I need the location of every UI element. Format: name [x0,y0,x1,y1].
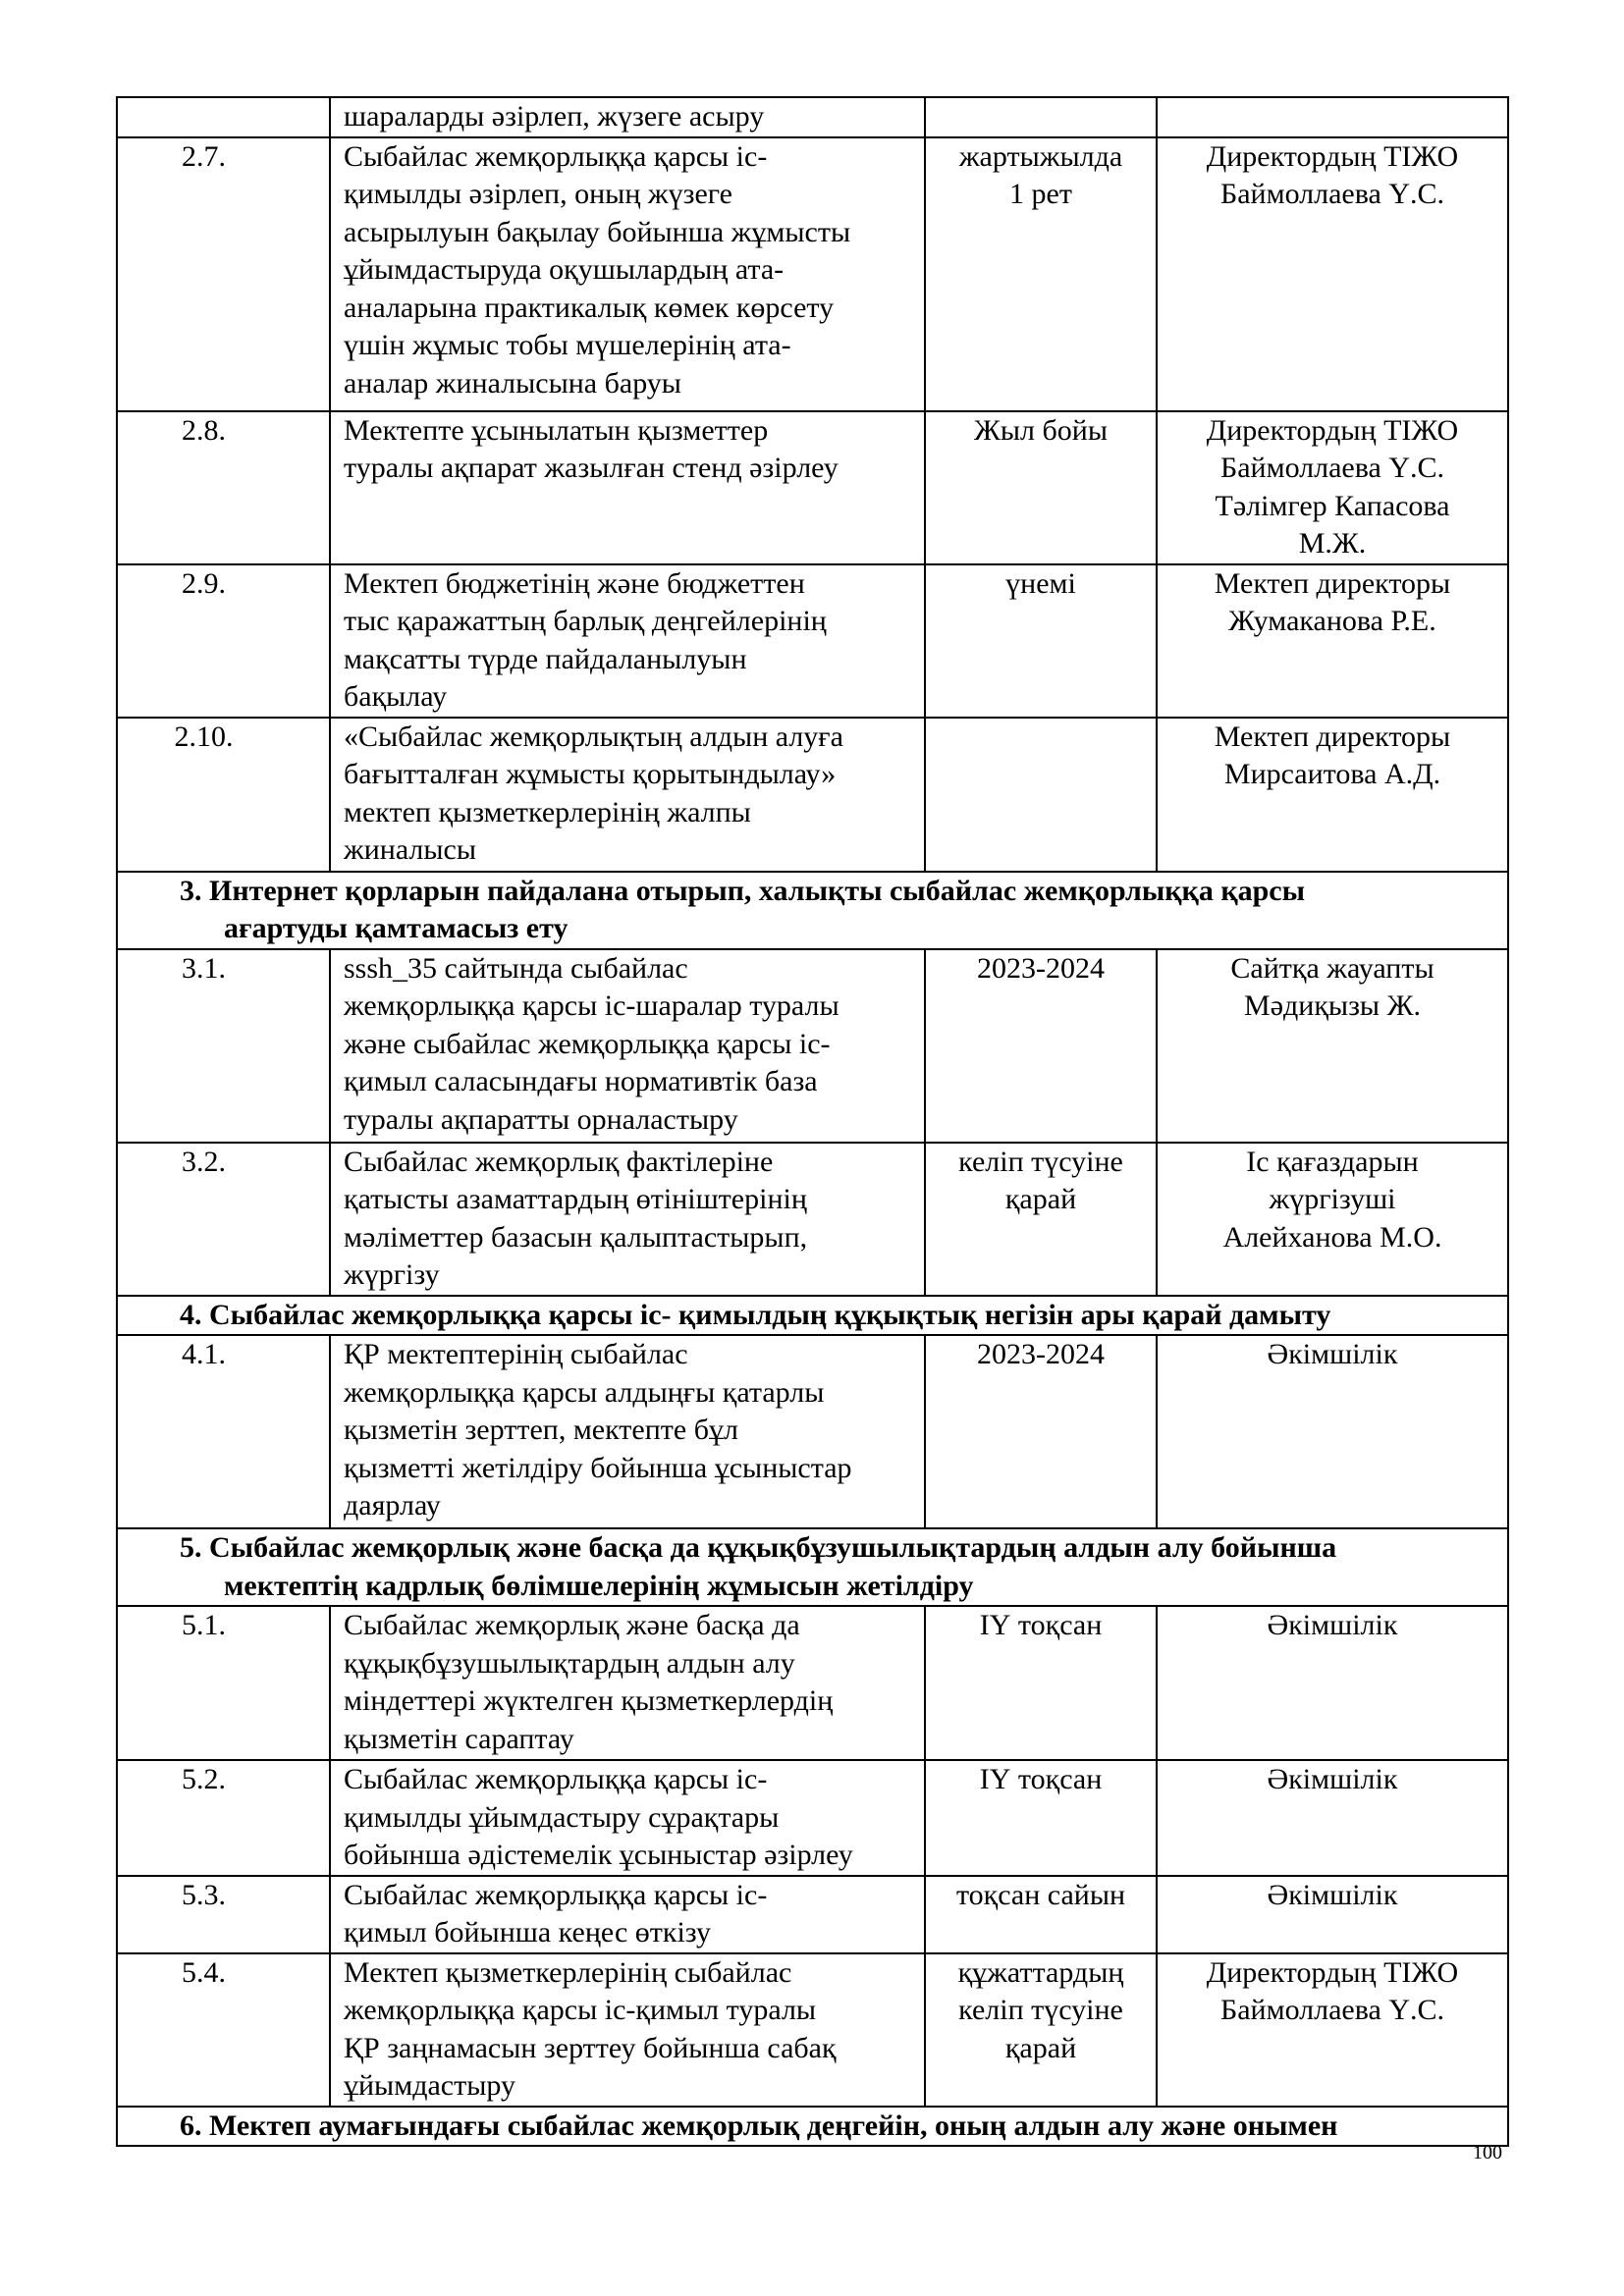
term-line: құжаттардың [957,1955,1124,1989]
item-responsible [1157,1606,1508,1760]
responsible-line: Әкімшілік [1267,1338,1398,1370]
section-row [117,872,1508,949]
section-heading-line: 3. Интернет қорларын пайдалана отырып, халықты сыбайлас жемқорлыққа қарсы [180,874,1306,907]
text-line: шараларды әзірлеп, жүзеге асыру [344,100,765,133]
responsible-line: Жумаканова Р.Е. [1228,605,1436,637]
text-line: қимыл саласындағы нормативтік база [344,1065,818,1097]
responsible-line: Әкімшілік [1267,1763,1398,1795]
item-term [925,97,1157,137]
item-responsible [1157,1335,1508,1528]
section-heading-line: ағартуды қамтамасыз ету [224,912,568,944]
text-line: және сыбайлас жемқорлыққа қарсы іс- [344,1027,831,1060]
item-number: 5.4. [117,1953,330,2107]
item-term [925,1953,1157,2107]
term-line: үнемі [1005,566,1076,600]
responsible-line: Директордың ТІЖО [1206,139,1459,173]
term-line: келіп түсуіне [958,1145,1123,1178]
responsible-line: Мектеп директоры [1214,720,1451,753]
item-responsible [1157,137,1508,411]
text-line: міндеттері жүктелген қызметкерлердің [344,1684,834,1717]
item-responsible [1157,1953,1508,2107]
text-line: ұйымдастыру [344,2069,515,2102]
table-row [117,1876,1508,1953]
term-line: ІҮ тоқсан [979,1609,1103,1641]
item-responsible [1157,97,1508,137]
text-line: жемқорлыққа қарсы іс-қимыл туралы [344,1994,817,2026]
text-line: Сыбайлас жемқорлық фактілеріне [344,1145,774,1178]
text-line: Сыбайлас жемқорлыққа қарсы іс- [344,1763,768,1795]
text-line: үшін жұмыс тобы мүшелерінің ата- [344,329,791,361]
term-line: ІҮ тоқсан [979,1763,1103,1795]
item-responsible [1157,411,1508,564]
responsible-line: Әкімшілік [1267,1878,1398,1911]
text-line: ҚР мектептерінің сыбайлас [344,1338,688,1370]
responsible-line: Директордың ТІЖО [1206,413,1459,447]
responsible-line: Баймоллаева Ү.С. [1219,452,1445,484]
item-term [925,949,1157,1143]
text-line: Сыбайлас жемқорлық және басқа да [344,1609,800,1641]
text-line: жүргізу [344,1258,440,1291]
responsible-line: Әкімшілік [1267,1609,1398,1641]
section-heading [117,1528,1508,1606]
responsible-line: Сайтқа жауапты [1230,951,1435,985]
item-responsible [1157,1143,1508,1296]
term-line: жартыжылда [958,139,1123,173]
text-line: бағытталған жұмысты қорытындылау» [344,758,837,790]
item-number: 5.3. [117,1876,330,1953]
item-responsible [1157,718,1508,872]
item-number: 2.8. [117,411,330,564]
text-line: ҚР заңнамасын зерттеу бойынша сабақ [344,2031,837,2064]
text-line: құқықбұзушылықтардың алдын алу [344,1646,795,1680]
item-activity [330,564,925,718]
item-responsible [1157,564,1508,718]
item-term [925,1876,1157,1953]
text-line: қызметін зерттеп, мектепте бұл [344,1414,738,1446]
item-activity [330,1876,925,1953]
term-line: 2023-2024 [977,951,1105,985]
item-activity [330,97,925,137]
section-heading [117,1296,1508,1336]
item-activity [330,1606,925,1760]
table-row [117,1335,1508,1528]
section-row [117,1296,1508,1336]
section-row [117,1528,1508,1606]
item-activity [330,1335,925,1528]
text-line: жемқорлыққа қарсы алдыңғы қатарлы [344,1375,825,1409]
term-line: қарай [1004,1183,1077,1215]
text-line: даярлау [344,1489,441,1522]
table-row [117,1760,1508,1876]
table-row [117,949,1508,1143]
table-row [117,411,1508,564]
text-line: қимыл бойынша кеңес өткізу [344,1916,712,1949]
text-line: «Сыбайлас жемқорлықтың алдын алуға [344,720,843,753]
text-line: Мектеп қызметкерлерінің сыбайлас [344,1955,792,1989]
text-line: аналарына практикалық көмек көрсету [344,291,835,324]
page-number: 100 [1473,2142,1502,2163]
responsible-line: Мектеп директоры [1214,566,1451,600]
plan-table-body [117,97,1508,2146]
item-number: 4.1. [117,1335,330,1528]
text-line: бойынша әдістемелік ұсыныстар әзірлеу [344,1839,853,1871]
term-line: 1 рет [1009,178,1072,210]
item-term [925,1335,1157,1528]
item-number: 3.2. [117,1143,330,1296]
item-activity [330,949,925,1143]
text-line: жиналысы [344,833,477,866]
item-term [925,411,1157,564]
text-line: қызметін сараптау [344,1722,574,1755]
table-row [117,1606,1508,1760]
responsible-line: Баймоллаева Ү.С. [1219,178,1445,210]
text-line: туралы ақпаратты орналастыру [344,1102,738,1136]
text-line: Сыбайлас жемқорлыққа қарсы іс- [344,1878,768,1911]
text-line: асырылуын бақылау бойынша жұмысты [344,215,851,248]
text-line: бақылау [344,680,448,713]
text-line: ұйымдастыруда оқушылардың ата- [344,253,785,286]
responsible-line: Іс қағаздарын [1246,1145,1419,1178]
section-heading-line: 6. Мектеп аумағындағы сыбайлас жемқорлық деңгейін, оның алдын алу және онымен [180,2109,1338,2142]
responsible-line: Баймоллаева Ү.С. [1219,1994,1445,2026]
text-line: Сыбайлас жемқорлыққа қарсы іс- [344,139,768,173]
responsible-line: Мирсаитова А.Д. [1223,758,1441,790]
table-row [117,97,1508,137]
text-line: қимылды ұйымдастыру сұрақтары [344,1800,780,1834]
text-line: мақсатты түрде пайдаланылуын [344,642,747,675]
item-activity [330,1953,925,2107]
item-term [925,1760,1157,1876]
item-number: 5.2. [117,1760,330,1876]
term-line: тоқсан сайын [955,1878,1126,1911]
item-activity [330,718,925,872]
item-term [925,1606,1157,1760]
section-row [117,2107,1508,2147]
text-line: Мектеп бюджетінің және бюджеттен [344,566,805,600]
table-row [117,564,1508,718]
item-activity [330,411,925,564]
term-line: келіп түсуіне [958,1994,1123,2026]
text-line: мектеп қызметкерлерінің жалпы [344,795,751,828]
table-row [117,1953,1508,2107]
table-row [117,137,1508,411]
item-number: 2.10. [117,718,330,872]
responsible-line: Директордың ТІЖО [1206,1955,1459,1989]
item-responsible [1157,1760,1508,1876]
item-number [117,97,330,137]
section-heading-line: мектептің кадрлық бөлімшелерінің жұмысын жетілдіру [224,1569,974,1602]
item-number: 5.1. [117,1606,330,1760]
item-number: 2.9. [117,564,330,718]
text-line: қимылды әзірлеп, оның жүзеге [344,178,732,210]
text-line: аналар жиналысына баруы [344,366,681,400]
responsible-line: Алейханова М.О. [1222,1220,1442,1254]
text-line: тыс қаражаттың барлық деңгейлерінің [344,605,827,637]
table-row [117,1143,1508,1296]
item-term [925,718,1157,872]
item-responsible [1157,949,1508,1143]
section-heading-line: 4. Сыбайлас жемқорлыққа қарсы іс- қимылдың құқықтық негізін ары қарай дамыту [180,1298,1331,1331]
responsible-line: М.Ж. [1298,527,1367,560]
table-row [117,718,1508,872]
responsible-line: Мәдиқызы Ж. [1244,989,1421,1022]
section-heading [117,2107,1508,2147]
responsible-line: Тәлімгер Капасова [1215,489,1450,522]
text-line: туралы ақпарат жазылған стенд әзірлеу [344,452,839,484]
text-line: sssh_35 сайтында сыбайлас [344,951,688,985]
responsible-line: жүргізуші [1269,1183,1396,1215]
text-line: жемқорлыққа қарсы іс-шаралар туралы [344,989,839,1022]
item-responsible [1157,1876,1508,1953]
item-activity [330,137,925,411]
text-line: қатысты азаматтардың өтініштерінің [344,1183,807,1215]
term-line: қарай [1004,2031,1077,2064]
text-line: қызметті жетілдіру бойынша ұсыныстар [344,1451,852,1484]
item-term [925,564,1157,718]
item-term [925,137,1157,411]
section-heading-line: 5. Сыбайлас жемқорлық және басқа да құқықбұзушылықтардың алдын алу бойынша [180,1531,1337,1564]
item-number: 3.1. [117,949,330,1143]
item-term [925,1143,1157,1296]
item-activity [330,1143,925,1296]
term-line: Жыл бойы [974,413,1108,447]
text-line: Мектепте ұсынылатын қызметтер [344,413,769,447]
section-heading [117,872,1508,949]
item-number: 2.7. [117,137,330,411]
anti-corruption-plan-table [116,96,1509,2147]
item-activity [330,1760,925,1876]
term-line: 2023-2024 [977,1338,1105,1370]
text-line: мәліметтер базасын қалыптастырып, [344,1220,808,1254]
